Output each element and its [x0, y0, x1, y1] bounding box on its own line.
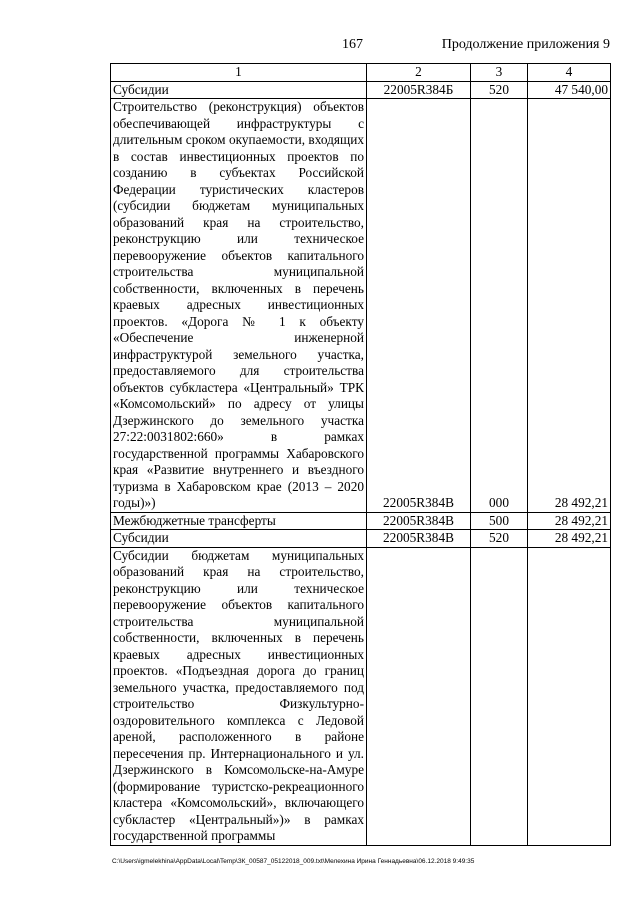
- row-name: Строительство (реконструкция) объектов обеспечивающей инфраструктуры с длительным сроком окупаемости, входящих в состав инвестиционных проектов по созданию в субъектах Российской Федерации туристических кластеров (субсидии бюджетам муниципальных образований края на строительство, реконструкцию или техническое перевооружение объектов капитального строительства муниципальной собственности, включенных в перечень краевых адресных инвестиционных проектов. «Дорога № 1 к объекту «Обеспечение инженерной инфраструктурой земельного участка, предоставляемого для строительства объектов субкластера «Центральный» ТРК «Комсомольский» по адресу от улицы Дзержинского до земельного участка 27:22:0031802:660» в рамках государственной программы Хабаровского края «Развитие внутреннего и въездного туризма в Хабаровском крае (2013 – 2020 годы)»): [111, 99, 367, 513]
- row-type: 500: [471, 512, 528, 530]
- row-amount: 28 492,21: [528, 99, 611, 513]
- row-type: 520: [471, 530, 528, 548]
- row-code: 22005R384Б: [367, 81, 471, 99]
- row-type: 520: [471, 81, 528, 99]
- row-code: 22005R384В: [367, 99, 471, 513]
- table-row: [111, 547, 611, 845]
- row-code: [367, 547, 471, 845]
- row-code: 22005R384В: [367, 512, 471, 530]
- row-name: Субсидии: [111, 530, 367, 548]
- row-code: 22005R384В: [367, 530, 471, 548]
- row-type: [471, 547, 528, 845]
- budget-table: [110, 63, 611, 846]
- table-row: [111, 512, 611, 530]
- column-header: 2: [367, 64, 471, 82]
- row-amount: 47 540,00: [528, 81, 611, 99]
- row-name: Субсидии бюджетам муниципальных образований края на строительство, реконструкцию или техническое перевооружение объектов капитального строительства муниципальной собственности, включенных в перечень краевых адресных инвестиционных проектов. «Подъездная дорога до границ земельного участка, предоставляемого под строительство Физкультурно-оздоровительного комплекса с Ледовой ареной, расположенного в районе пересечения пр. Интернационального и ул. Дзержинского в Комсомольске-на-Амуре (формирование туристско-рекреационного кластера «Комсомольский», включающего субкластер «Центральный»)» в рамках государственной программы: [111, 547, 367, 845]
- table-header-row: [111, 64, 611, 82]
- row-amount: 28 492,21: [528, 530, 611, 548]
- row-type: 000: [471, 99, 528, 513]
- table-row: [111, 530, 611, 548]
- file-path-footer: C:\Users\igmelekhina\AppData\Local\Temp\ЗК_00587_05122018_009.txt\Мелехина Ирина Геннадьевна\06.12.2018 9:49:35: [112, 858, 475, 865]
- row-amount: [528, 547, 611, 845]
- row-name: Межбюджетные трансферты: [111, 512, 367, 530]
- row-name: Субсидии: [111, 81, 367, 99]
- column-header: 4: [528, 64, 611, 82]
- table-row: [111, 81, 611, 99]
- continuation-label: Продолжение приложения 9: [441, 37, 610, 52]
- column-header: 3: [471, 64, 528, 82]
- row-amount: 28 492,21: [528, 512, 611, 530]
- column-header: 1: [111, 64, 367, 82]
- table-row: [111, 99, 611, 513]
- page-number: 167: [342, 37, 363, 52]
